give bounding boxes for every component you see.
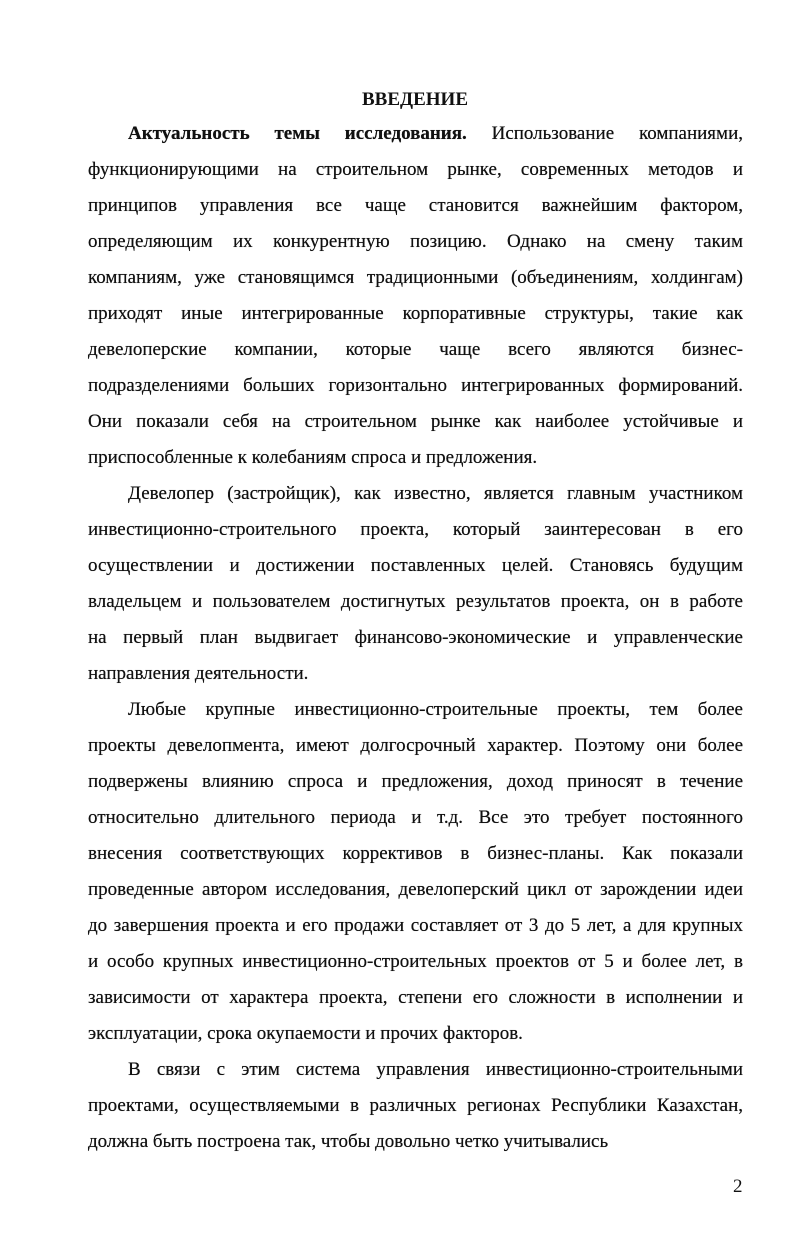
opening-line [128, 116, 743, 152]
text-line: Любые крупные инвестиционно-строительные проекты, тем более [128, 699, 743, 720]
text-line: относительно длительного периода и т.д. Все это требует постоянного [88, 807, 743, 828]
text-line: до завершения проекта и его продажи составляет от 3 до 5 лет, а для крупных [88, 915, 743, 936]
text-line: Девелопер (застройщик), как известно, является главным участником [128, 483, 743, 504]
text-line: и особо крупных инвестиционно-строительных проектов от 5 и более лет, в [88, 951, 743, 972]
text-line: Они показали себя на строительном рынке как наиболее устойчивые и [88, 411, 743, 432]
text-line: проведенные автором исследования, девелоперский цикл от зарождении идеи [88, 879, 743, 900]
text-line: на первый план выдвигает финансово-экономические и управленческие [88, 627, 743, 648]
text-line: функционирующими на строительном рынке, современных методов и [88, 159, 743, 180]
text-line: эксплуатации, срока окупаемости и прочих факторов. [88, 1023, 523, 1044]
text-line: принципов управления все чаще становится важнейшим фактором, [88, 195, 743, 216]
text-line: осуществлении и достижении поставленных целей. Становясь будущим [88, 555, 743, 576]
text-line: направления деятельности. [88, 663, 309, 684]
relevance-heading: Актуальность темы исследования. [128, 123, 467, 144]
section-title: ВВЕДЕНИЕ [362, 89, 468, 110]
text-line: зависимости от характера проекта, степени его сложности в исполнении и [88, 987, 743, 1008]
text-line: внесения соответствующих коррективов в бизнес-планы. Как показали [88, 843, 743, 864]
text-line: компаниям, уже становящимся традиционными (объединениям, холдингам) [88, 267, 743, 288]
text-line: подразделениями больших горизонтально интегрированных формирований. [88, 375, 743, 396]
text-line: подвержены влиянию спроса и предложения, доход приносят в течение [88, 771, 743, 792]
text-line: должна быть построена так, чтобы довольно четко учитывались [88, 1131, 609, 1152]
text-line: владельцем и пользователем достигнутых результатов проекта, он в работе [88, 591, 743, 612]
text-line: определяющим их конкурентную позицию. Однако на смену таким [88, 231, 743, 252]
text-line: девелоперские компании, которые чаще всего являются бизнес- [88, 339, 743, 360]
text-line: проектами, осуществляемыми в различных регионах Республики Казахстан, [88, 1095, 743, 1116]
text-line: проекты девелопмента, имеют долгосрочный характер. Поэтому они более [88, 735, 743, 756]
opening-text: Использование компаниями, [491, 123, 743, 144]
text-line: инвестиционно-строительного проекта, который заинтересован в его [88, 519, 743, 540]
text-line: В связи с этим система управления инвестиционно-строительными [128, 1059, 743, 1080]
text-line: приспособленные к колебаниям спроса и предложения. [88, 447, 538, 468]
page-number: 2 [733, 1176, 743, 1197]
text-line: приходят иные интегрированные корпоративные структуры, такие как [88, 303, 743, 324]
